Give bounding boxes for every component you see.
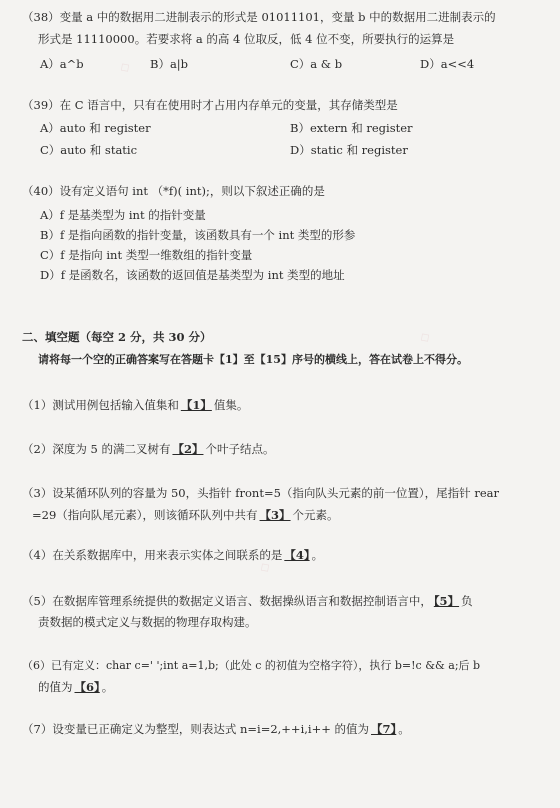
- fill-4-text: （4）在关系数据库中，用来表示实体之间联系的是: [22, 548, 283, 562]
- fill-4: [22, 548, 323, 563]
- fill-1-blank: 【1】: [180, 398, 212, 412]
- q38-option-b: B）a|b: [150, 57, 189, 71]
- fill-1-tail: 值集。: [213, 398, 249, 412]
- q38-option-c: C）a & b: [290, 57, 343, 71]
- fill-5-line2: 责数据的模式定义与数据的物理存取构建。: [38, 615, 257, 629]
- q39-option-c: C）auto 和 static: [40, 143, 138, 157]
- fill-2-text: （2）深度为 5 的满二叉树有: [22, 442, 171, 456]
- fill-5-tail: 负: [461, 594, 473, 608]
- fill-3-line1: （3）设某循环队列的容量为 50，头指针 front=5（指向队头元素的前一位置），尾指针 rear: [22, 486, 499, 500]
- fill-7-tail: 。: [398, 722, 410, 736]
- fill-3-text: =29（指向队尾元素），则该循环队列中共有: [32, 508, 258, 522]
- watermark: ◇: [256, 558, 274, 577]
- fill-5-line1: [22, 594, 473, 609]
- fill-2-tail: 个叶子结点。: [205, 442, 275, 456]
- fill-7: [22, 722, 410, 737]
- fill-5-text: （5）在数据库管理系统提供的数据定义语言、数据操纵语言和数据控制语言中，: [22, 594, 432, 608]
- q40-option-b: B）f 是指向函数的指针变量，该函数具有一个 int 类型的形参: [40, 228, 356, 242]
- q38-line2: 形式是 11110000。若要求将 a 的高 4 位取反，低 4 位不变，所要执行的运算是: [38, 32, 455, 46]
- fill-6-text: 的值为: [38, 680, 73, 694]
- q39-option-a: A）auto 和 register: [40, 121, 151, 135]
- q40-option-a: A）f 是基类型为 int 的指针变量: [40, 208, 206, 222]
- fill-6-line1: （6）已有定义：char c=' ';int a=1,b;（此处 c 的初值为空格字符），执行 b=!c && a;后 b: [22, 659, 481, 672]
- fill-2: [22, 442, 274, 457]
- q40-line1: （40）设有定义语句 int （*f)( int);，则以下叙述正确的是: [22, 184, 325, 198]
- fill-5-blank: 【5】: [433, 594, 460, 608]
- q40-option-d: D）f 是函数名，该函数的返回值是基类型为 int 类型的地址: [40, 268, 345, 282]
- fill-3-line2: [32, 508, 339, 523]
- fill-6-tail: 。: [101, 680, 114, 694]
- fill-1: [22, 398, 248, 413]
- fill-4-blank: 【4】: [284, 548, 310, 562]
- q38-option-a: A）a^b: [40, 57, 84, 71]
- q39-option-b: B）extern 和 register: [290, 121, 413, 135]
- fill-7-text: （7）设变量已正确定义为整型，则表达式 n=i=2,++i,i++ 的值为: [22, 722, 370, 736]
- fill-3-tail: 个元素。: [292, 508, 339, 522]
- fill-6-blank: 【6】: [74, 680, 100, 694]
- fill-4-tail: 。: [311, 548, 324, 562]
- q38-line1: （38）变量 a 中的数据用二进制表示的形式是 01011101，变量 b 中的数据用二进制表示的: [22, 10, 496, 24]
- section-heading: 二、填空题（每空 2 分，共 30 分）: [22, 330, 212, 344]
- fill-1-text: （1）测试用例包括输入值集和: [22, 398, 179, 412]
- watermark: ◇: [116, 58, 134, 77]
- fill-2-blank: 【2】: [172, 442, 204, 456]
- q39-option-d: D）static 和 register: [290, 143, 408, 157]
- q40-option-c: C）f 是指向 int 类型一维数组的指针变量: [40, 248, 253, 262]
- fill-3-blank: 【3】: [259, 508, 291, 522]
- fill-7-blank: 【7】: [371, 722, 397, 736]
- watermark: ◇: [416, 328, 434, 347]
- q39-line1: （39）在 C 语言中，只有在使用时才占用内存单元的变量，其存储类型是: [22, 98, 398, 112]
- section-instruction: 请将每一个空的正确答案写在答题卡【1】至【15】序号的横线上，答在试卷上不得分。: [38, 353, 468, 366]
- fill-6-line2: [38, 680, 113, 695]
- q38-option-d: D）a<<4: [420, 57, 475, 71]
